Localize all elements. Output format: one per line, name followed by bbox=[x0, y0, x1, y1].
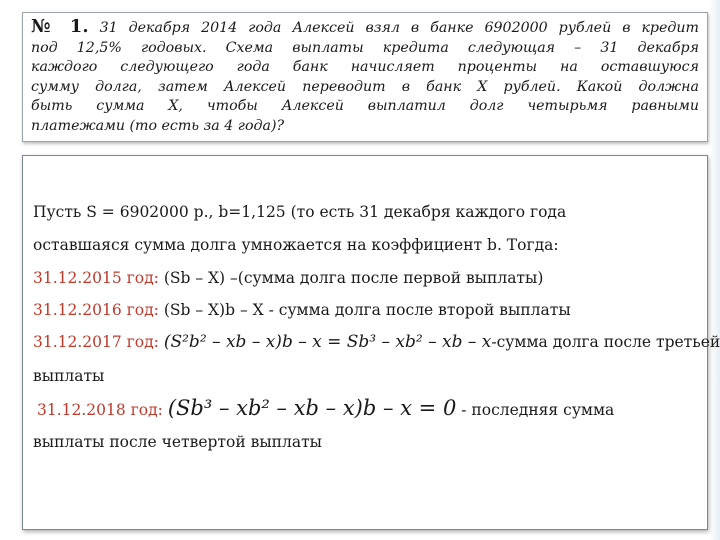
decorative-edge bbox=[710, 0, 720, 540]
problem-line-2: под 12,5% годовых. Схема выплаты кредита следующая – 31 декабря bbox=[31, 39, 699, 56]
problem-line-1: № 1. 31 декабря 2014 года Алексей взял в банке 6902000 рублей в кредит bbox=[31, 16, 699, 37]
step-2017-continuation: выплаты bbox=[33, 367, 105, 385]
step-2015-label: 31.12.2015 год: bbox=[33, 269, 159, 287]
step-2018-formula: (Sb³ – xb² – xb – x)b – x = 0 bbox=[167, 396, 457, 420]
solution-box bbox=[22, 155, 720, 530]
solution-line-1: Пусть S = 6902000 р., b=1,125 (то есть 31 декабря каждого года bbox=[33, 203, 567, 221]
step-2018-label: 31.12.2018 год: bbox=[37, 401, 163, 419]
problem-line-6: платежами (то есть за 4 года)? bbox=[31, 117, 285, 134]
step-2017 bbox=[33, 332, 720, 352]
step-2016 bbox=[33, 300, 571, 320]
step-2017-label: 31.12.2017 год: bbox=[33, 333, 159, 351]
step-2017-text: -сумма долга после третьей bbox=[491, 333, 720, 351]
problem-statement bbox=[22, 12, 708, 142]
step-2018 bbox=[37, 398, 614, 420]
problem-line-4: сумму долга, затем Алексей переводит в банк Х рублей. Какой должна bbox=[31, 78, 699, 95]
problem-line-3: каждого следующего года банк начисляет проценты на оставшуюся bbox=[31, 59, 699, 75]
problem-number: № 1. bbox=[31, 16, 89, 37]
step-2015-text: (Sb – X) –(сумма долга после первой выплаты) bbox=[158, 269, 544, 287]
step-2017-formula: (S²b² – xb – x)b – x = Sb³ – xb² – xb – x bbox=[163, 332, 492, 352]
step-2018-text: - последняя сумма bbox=[461, 401, 615, 419]
step-2015 bbox=[33, 268, 543, 288]
solution-line-2: оставшаяся сумма долга умножается на коэффициент b. Тогда: bbox=[33, 236, 559, 254]
step-2016-text: (Sb – X)b – X - сумма долга после второй выплаты bbox=[158, 301, 571, 319]
step-2016-label: 31.12.2016 год: bbox=[33, 301, 159, 319]
step-2018-continuation: выплаты после четвертой выплаты bbox=[33, 433, 322, 451]
problem-line-5: быть сумма Х, чтобы Алексей выплатил долг четырьмя равными bbox=[31, 98, 699, 114]
